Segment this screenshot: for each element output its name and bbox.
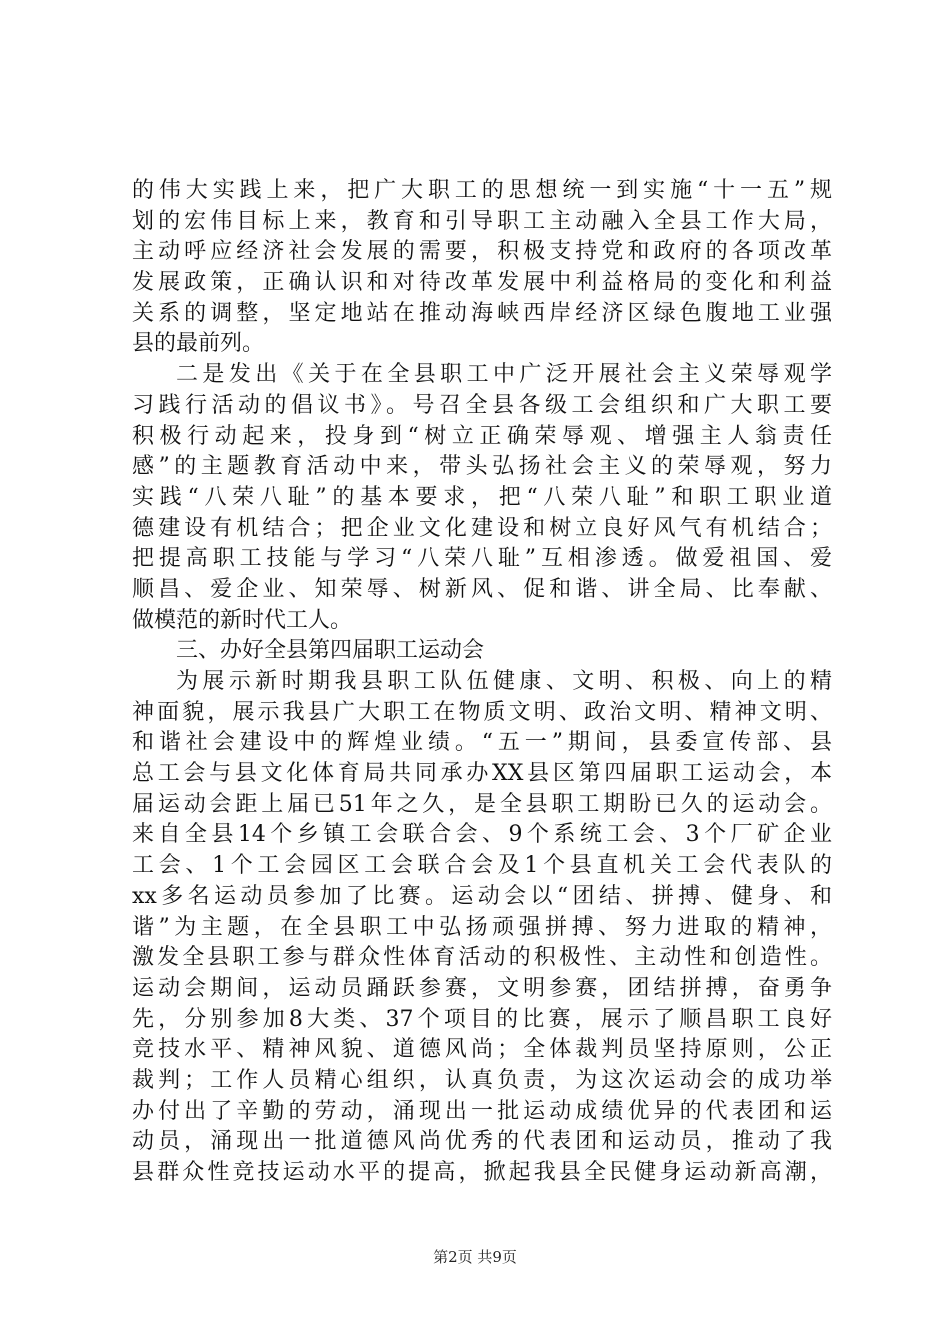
text-line: 积极行动起来，投身到“树立正确荣辱观、增强主人翁责任: [132, 423, 832, 449]
text-line: 关系的调整，坚定地站在推动海峡西岸经济区绿色腹地工业强: [132, 300, 832, 326]
text-line: 竞技水平、精神风貌、道德风尚；全体裁判员坚持原则，公正: [132, 1037, 832, 1063]
text-line: 德建设有机结合；把企业文化建设和树立良好风气有机结合；: [132, 515, 832, 541]
text-line: 工会、1个工会园区工会联合会及1个县直机关工会代表队的: [132, 853, 832, 879]
text-line: 县的最前列。: [132, 331, 265, 357]
text-line: 裁判；工作人员精心组织，认真负责，为这次运动会的成功举: [132, 1067, 832, 1093]
text-line: 感”的主题教育活动中来，带头弘扬社会主义的荣辱观，努力: [132, 454, 832, 480]
text-line: 神面貌，展示我县广大职工在物质文明、政治文明、精神文明、: [132, 699, 832, 725]
text-line: 先，分别参加8大类、37个项目的比赛，展示了顺昌职工良好: [132, 1006, 832, 1032]
text-line: xx多名运动员参加了比赛。运动会以“团结、拼搏、健身、和: [132, 883, 832, 909]
text-line: 实践“八荣八耻”的基本要求，把“八荣八耻”和职工职业道: [132, 484, 832, 510]
body-text: [132, 176, 832, 1189]
text-line: 顺昌、爱企业、知荣辱、树新风、促和谐、讲全局、比奉献、: [132, 576, 832, 602]
text-line: 届运动会距上届已51年之久，是全县职工期盼已久的运动会。: [132, 791, 832, 817]
text-line: 激发全县职工参与群众性体育活动的积极性、主动性和创造性。: [132, 945, 832, 971]
text-line: 发展政策，正确认识和对待改革发展中利益格局的变化和利益: [132, 270, 832, 296]
text-line: 来自全县14个乡镇工会联合会、9个系统工会、3个厂矿企业: [132, 822, 832, 848]
text-line: 总工会与县文化体育局共同承办XX县区第四届职工运动会，本: [132, 761, 832, 787]
text-line: 二是发出《关于在全县职工中广泛开展社会主义荣辱观学: [176, 362, 832, 388]
text-line: 县群众性竞技运动水平的提高，掀起我县全民健身运动新高潮，: [132, 1160, 832, 1185]
text-line: 主动呼应经济社会发展的需要，积极支持党和政府的各项改革: [132, 239, 832, 265]
text-line: 把提高职工技能与学习“八荣八耻”互相渗透。做爱祖国、爱: [132, 546, 832, 572]
text-line: 习践行活动的倡议书》。号召全县各级工会组织和广大职工要: [132, 392, 832, 418]
text-line: 和谐社会建设中的辉煌业绩。“五一”期间，县委宣传部、县: [132, 730, 832, 756]
text-line: 为展示新时期我县职工队伍健康、文明、积极、向上的精: [176, 669, 832, 694]
page-number-footer: 第2页 共9页: [433, 1248, 517, 1266]
section-heading: 三、办好全县第四届职工运动会: [176, 638, 485, 664]
text-line: 办付出了辛勤的劳动，涌现出一批运动成绩优异的代表团和运: [132, 1098, 832, 1124]
text-line: 运动会期间，运动员踊跃参赛，文明参赛，团结拼搏，奋勇争: [132, 975, 832, 1001]
text-line: 划的宏伟目标上来，教育和引导职工主动融入全县工作大局，: [132, 208, 832, 234]
text-line: 的伟大实践上来，把广大职工的思想统一到实施“十一五”规: [132, 178, 832, 203]
text-line: 做模范的新时代工人。: [132, 607, 353, 633]
text-line: 谐”为主题，在全县职工中弘扬顽强拼搏、努力进取的精神，: [132, 914, 832, 940]
text-line: 动员，涌现出一批道德风尚优秀的代表团和运动员，推动了我: [132, 1129, 832, 1155]
